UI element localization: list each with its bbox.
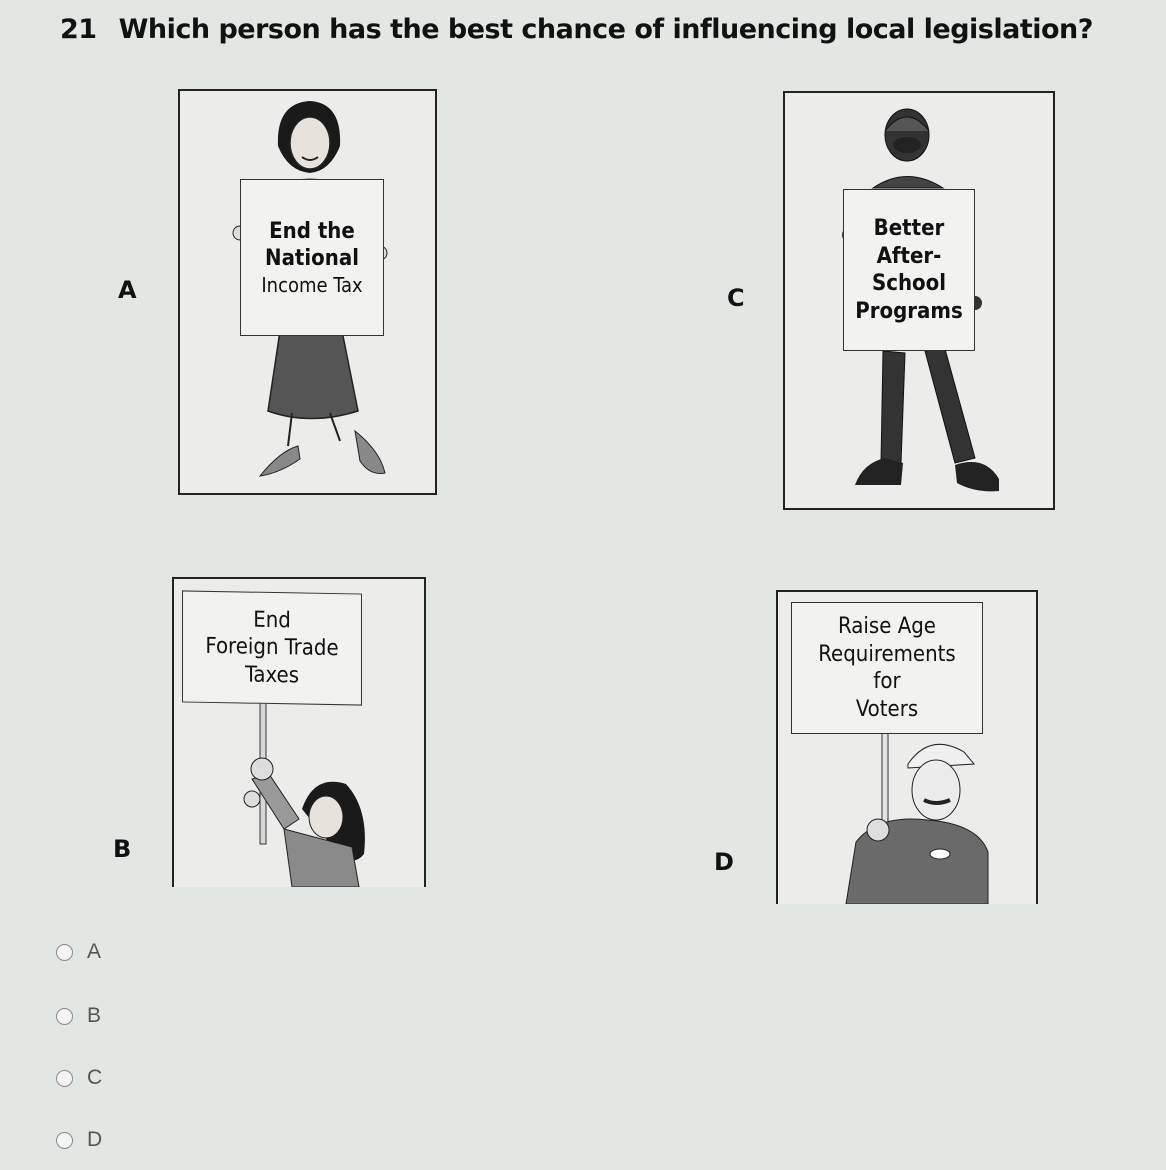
option-label: C (87, 1066, 103, 1089)
panel-c-frame (783, 91, 1055, 510)
panel-d-frame (776, 590, 1038, 904)
sign-d-line: Raise Age (838, 614, 936, 639)
option-label: D (87, 1128, 103, 1151)
panel-label-d: D (714, 848, 734, 876)
sign-c-line: Better (873, 216, 945, 241)
radio-button[interactable] (56, 944, 73, 961)
radio-button[interactable] (56, 1132, 73, 1149)
sign-d-line: Voters (855, 696, 919, 722)
sign-b-line: Taxes (244, 662, 300, 689)
option-label: A (87, 940, 102, 963)
option-a[interactable] (56, 940, 101, 964)
sign-c (843, 189, 975, 351)
sign-c-line: Programs (855, 298, 963, 324)
sign-a (240, 179, 384, 336)
sign-a-line: Income Tax (261, 272, 363, 297)
sign-c-line: After- (876, 243, 942, 269)
option-b[interactable] (56, 1004, 101, 1028)
sign-a-line: National (265, 246, 359, 271)
panel-label-c: C (727, 284, 745, 312)
question (60, 14, 1093, 45)
sign-d-line: for (873, 669, 901, 694)
panel-label-b: B (113, 835, 132, 863)
option-label: B (87, 1004, 102, 1027)
sign-d (791, 602, 983, 734)
option-c[interactable] (56, 1066, 102, 1090)
panel-b-frame (172, 577, 426, 887)
sign-d-line: Requirements (818, 641, 956, 667)
sign-c-line: School (871, 271, 947, 296)
radio-button[interactable] (56, 1070, 73, 1087)
question-text: Which person has the best chance of influencing local legislation? (118, 14, 1093, 45)
sign-b-line: Foreign Trade (205, 634, 339, 662)
panel-a-frame (178, 89, 437, 495)
question-number: 21 (60, 14, 97, 45)
sign-b (182, 590, 362, 705)
radio-button[interactable] (56, 1008, 73, 1025)
sign-a-line: End the (269, 218, 355, 244)
panel-label-a: A (118, 276, 137, 304)
sign-b-line: End (253, 607, 291, 634)
option-d[interactable] (56, 1128, 102, 1152)
